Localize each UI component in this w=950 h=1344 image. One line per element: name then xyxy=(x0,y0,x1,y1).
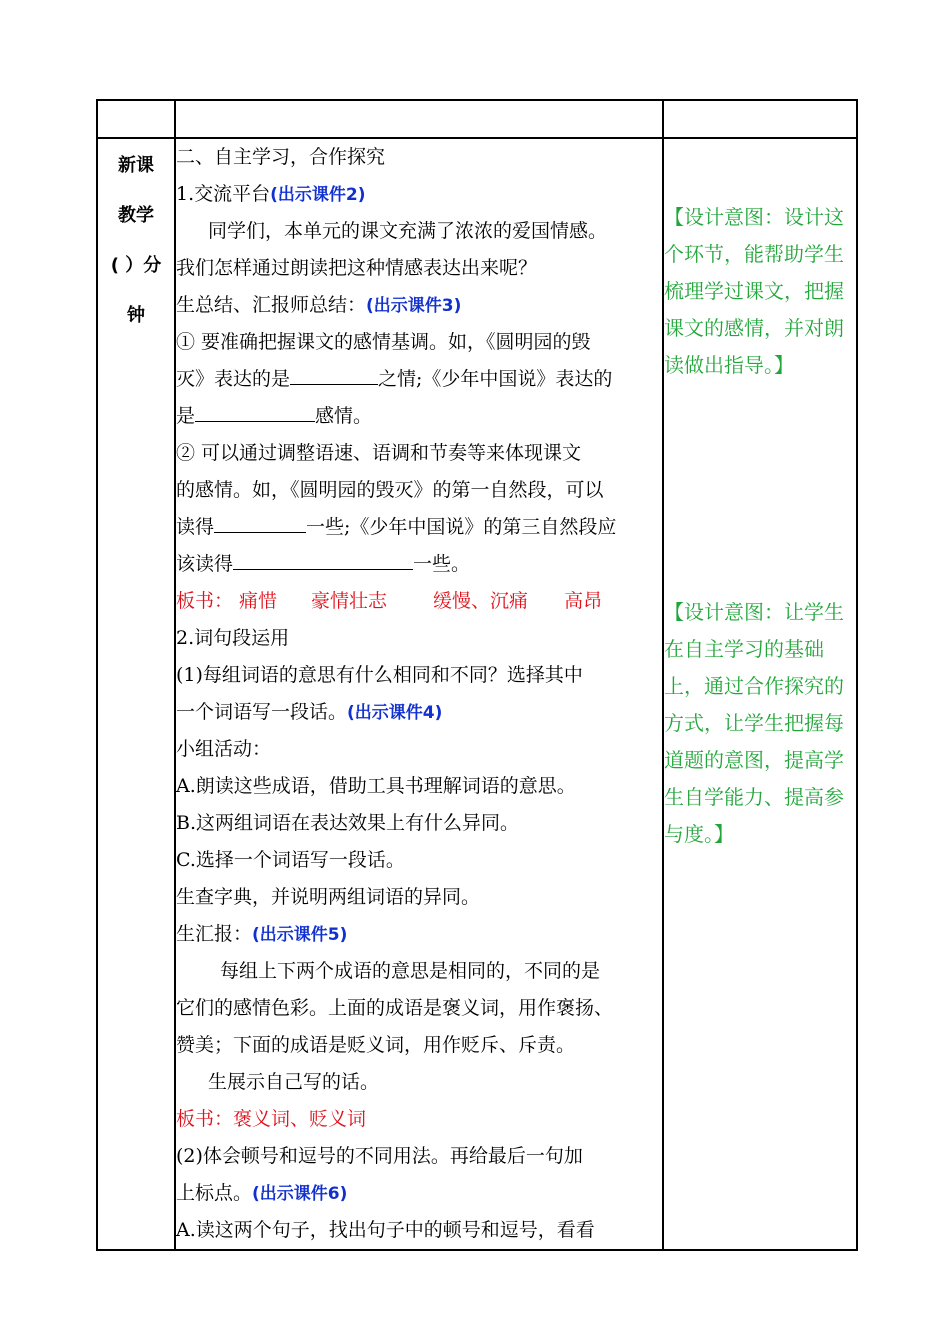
stage-label-line-2: 教学 xyxy=(118,205,154,226)
report-line: 它们的感情色彩。上面的成语是褒义词，用作褒扬、 xyxy=(176,997,614,1019)
question1-line: (1)每组词语的意思有什么相同和不同？选择其中 xyxy=(176,664,583,686)
design-intent-cell xyxy=(663,138,857,1250)
report-heading: 生汇报：(出示课件5) xyxy=(176,923,348,945)
design-note-1: 【设计意图：设计这 个环节，能帮助学生 梳理学过课文，把握 课文的感情，并对朗 读做出指导。】 xyxy=(664,205,844,377)
question1-line: 一个词语写一段话。(出示课件4) xyxy=(176,701,443,723)
paragraph-line: 同学们，本单元的课文充满了浓浓的爱国情感。 xyxy=(208,220,608,242)
fill-blank xyxy=(214,510,306,533)
point2-line: 读得 一些;《少年中国说》的第三自然段应 xyxy=(176,509,662,546)
table-row-top xyxy=(97,100,857,138)
activity-item: C.选择一个词语写一段话。 xyxy=(176,849,405,871)
paragraph-line: 我们怎样通过朗读把这种情感表达出来呢？ xyxy=(176,257,538,279)
stage-label-line-4: 钟 xyxy=(127,305,145,326)
fill-blank xyxy=(233,547,413,570)
empty-cell-left xyxy=(97,100,175,138)
point2-line: ② 可以通过调整语速、语调和节奏等来体现课文 xyxy=(176,442,582,464)
board-notes-1: 板书： 痛惜 豪情壮志 缓慢、沉痛 高昂 xyxy=(176,590,603,612)
dictionary-line: 生查字典，并说明两组词语的异同。 xyxy=(176,886,481,908)
activity-item: B.这两组词语在表达效果上有什么异同。 xyxy=(176,812,520,834)
courseware-ref-2: (出示课件2) xyxy=(270,185,366,205)
point2-line: 的感情。如，《圆明园的毁灭》的第一自然段，可以 xyxy=(176,479,604,501)
group-activity-heading: 小组活动： xyxy=(176,738,272,760)
courseware-ref-3: (出示课件3) xyxy=(366,296,462,316)
report-line: 赞美；下面的成语是贬义词，用作贬斥、斥责。 xyxy=(176,1034,576,1056)
fill-blank xyxy=(290,362,378,385)
section-title: 二、自主学习，合作探究 xyxy=(176,146,386,168)
table-row-main xyxy=(97,138,857,1250)
fill-blank xyxy=(195,399,315,422)
summary-heading: 生总结、汇报师总结：(出示课件3) xyxy=(176,294,462,316)
point1-line: ① 要准确把握课文的感情基调。如，《圆明园的毁 xyxy=(176,331,591,353)
lesson-content-cell xyxy=(175,138,663,1250)
item2-heading: 2.词句段运用 xyxy=(176,627,290,649)
lesson-plan-table xyxy=(96,99,858,1251)
design-note-2: 【设计意图：让学生 在自主学习的基础 上，通过合作探究的 方式，让学生把握每 道题的意图，提高学 生自学能力、提高参 与度。】 xyxy=(664,600,844,846)
courseware-ref-4: (出示课件4) xyxy=(347,703,443,723)
report-line: 每组上下两个成语的意思是相同的，不同的是 xyxy=(220,960,601,982)
activity-item: A.朗读这些成语，借助工具书理解词语的意思。 xyxy=(176,775,576,797)
stage-label-cell xyxy=(97,138,175,1250)
question2-line: 上标点。(出示课件6) xyxy=(176,1182,348,1204)
empty-cell-right xyxy=(663,100,857,138)
courseware-ref-5: (出示课件5) xyxy=(252,925,348,945)
question2-line: (2)体会顿号和逗号的不同用法。再给最后一句加 xyxy=(176,1145,583,1167)
board-notes-2: 板书：褒义词、贬义词 xyxy=(176,1108,367,1130)
item1-heading: 1.交流平台(出示课件2) xyxy=(176,183,366,205)
point1-line: 是 感情。 xyxy=(176,398,662,435)
stage-label-line-3: ( ）分 xyxy=(110,255,162,276)
question2-activity: A.读这两个句子，找出句子中的顿号和逗号，看看 xyxy=(176,1219,595,1241)
point2-line: 该读得 一些。 xyxy=(176,546,662,583)
courseware-ref-6: (出示课件6) xyxy=(252,1184,348,1204)
show-line: 生展示自己写的话。 xyxy=(208,1071,380,1093)
stage-label-line-1: 新课 xyxy=(118,155,154,176)
empty-cell-middle xyxy=(175,100,663,138)
point1-line: 灭》表达的是 之情;《少年中国说》表达的 xyxy=(176,361,662,398)
